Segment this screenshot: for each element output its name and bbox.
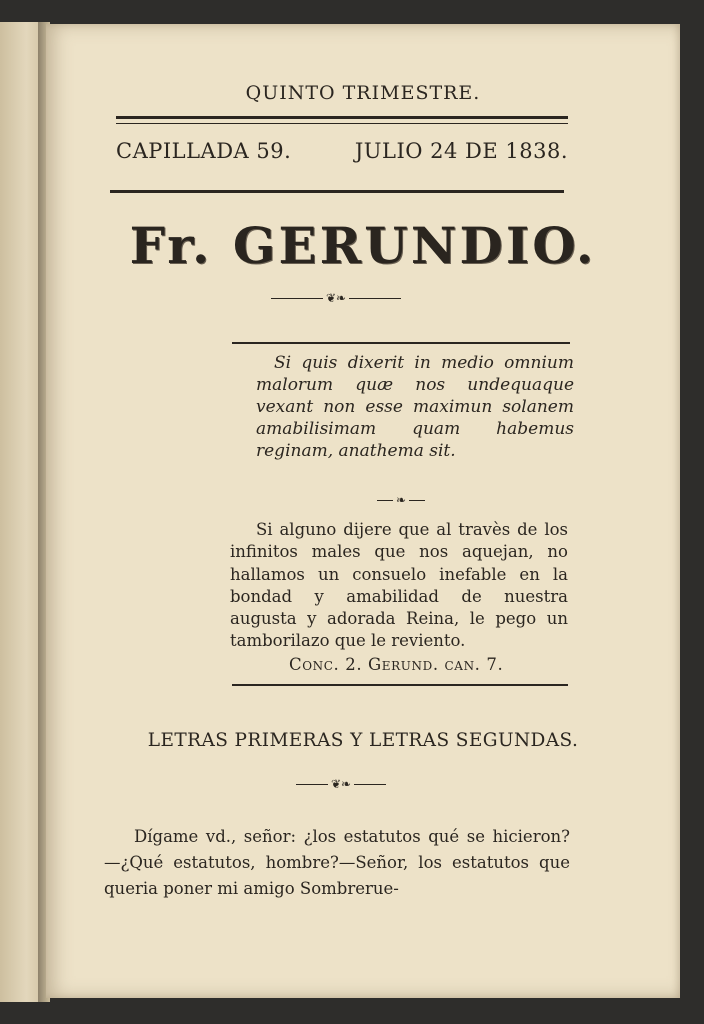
issue-number: CAPILLADA 59. <box>116 139 292 163</box>
trimestre-heading: QUINTO TRIMESTRE. <box>245 82 481 104</box>
spanish-translation-text: Si alguno dijere que al travès de los infinitos males que nos aquejan, no hallamos un consuelo inefable en la bondad y amabilidad de nuestra augusta y adorada Reina, le pego un tamborilazo que le reviento. <box>230 520 568 651</box>
epigraph-top-rule <box>232 342 570 344</box>
masthead-ornament: ❦❧ <box>256 290 416 306</box>
masthead-title: Fr. GERUNDIO. <box>129 216 597 275</box>
header-thick-rule <box>110 190 564 193</box>
header-double-rule <box>116 116 568 124</box>
latin-epigraph-text: Si quis dixerit in medio omnium malorum quæ nos undequaque vexant non esse maximun solanem amabilisimam quam habemus reginam, anathema sit. <box>256 353 574 461</box>
newspaper-page <box>46 24 680 998</box>
article-body <box>104 824 570 902</box>
section-ornament: ❦❧ <box>286 776 396 792</box>
epigraph-ornament: ❧ <box>366 492 436 508</box>
epigraph-citation: Conc. 2. Gerund. can. 7. <box>289 655 504 674</box>
latin-epigraph <box>256 352 574 462</box>
epigraph-bottom-rule <box>232 684 568 686</box>
section-title: LETRAS PRIMERAS Y LETRAS SEGUNDAS. <box>147 730 579 751</box>
article-paragraph: Dígame vd., señor: ¿los estatutos qué se hicieron?—¿Qué estatutos, hombre?—Señor, los estatutos que queria poner mi amigo Sombrerue- <box>104 827 570 898</box>
spanish-translation <box>230 519 568 653</box>
issue-date: JULIO 24 DE 1838. <box>354 139 568 163</box>
